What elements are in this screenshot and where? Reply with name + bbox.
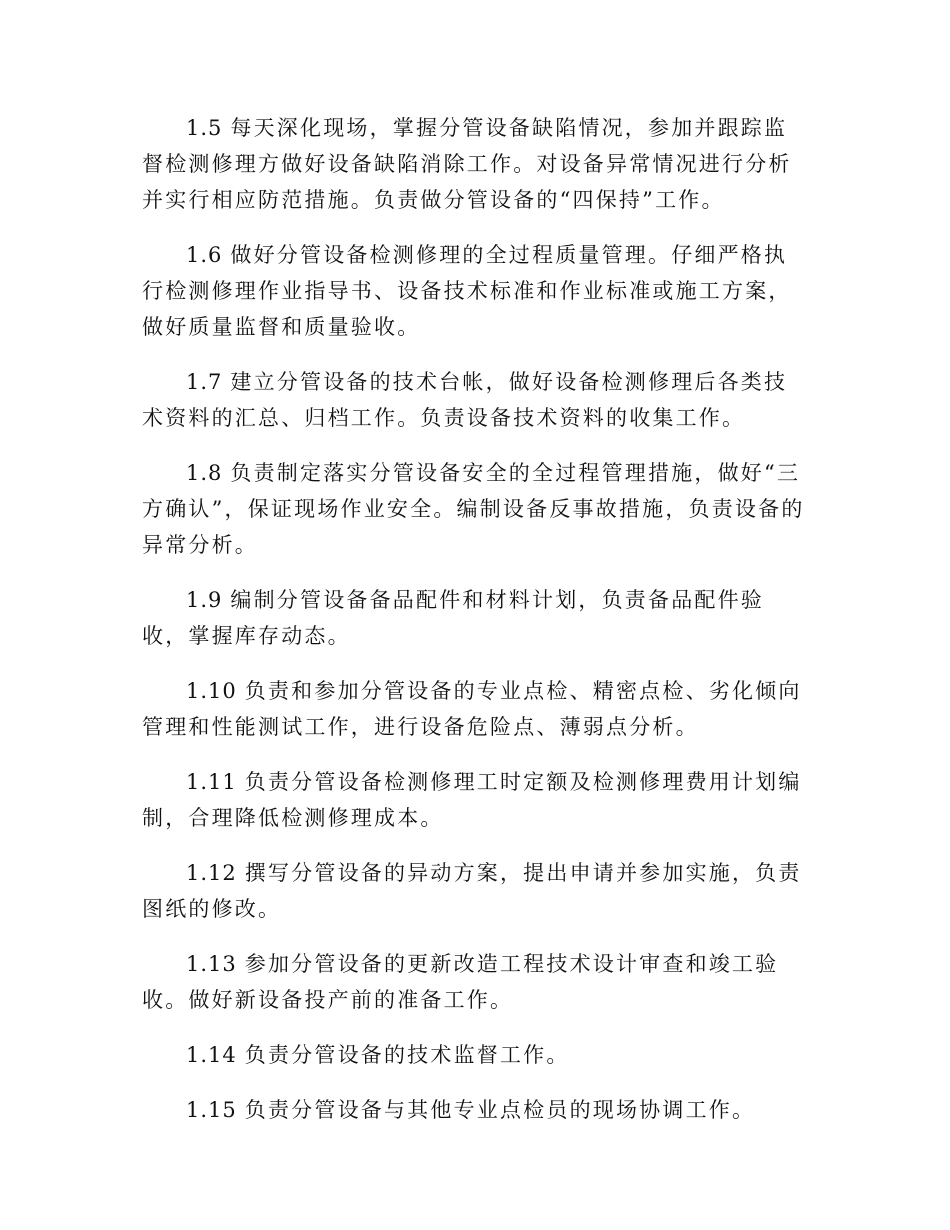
paragraph-text: 负责和参加分管设备的专业点检、精密点检、劣化倾向管理和性能测试工作，进行设备危险点、薄弱点分析。 (142, 679, 802, 739)
paragraph-number: 1.12 (186, 861, 237, 885)
paragraph-number: 1.9 (186, 588, 223, 612)
paragraph-1-13 (142, 946, 810, 1018)
paragraph-number: 1.8 (186, 461, 223, 485)
paragraph-text: 做好分管设备检测修理的全过程质量管理。仔细严格执行检测修理作业指导书、设备技术标准和作业标准或施工方案，做好质量监督和质量验收。 (142, 243, 792, 339)
paragraph-1-15 (142, 1092, 810, 1128)
paragraph-text: 编制分管设备备品配件和材料计划，负责备品配件验收，掌握库存动态。 (142, 588, 765, 648)
paragraph-number: 1.15 (186, 1098, 237, 1122)
paragraph-text: 撰写分管设备的异动方案，提出申请并参加实施，负责图纸的修改。 (142, 861, 802, 921)
paragraph-number: 1.13 (186, 952, 237, 976)
paragraph-text: 负责制定落实分管设备安全的全过程管理措施，做好“三方确认”，保证现场作业安全。编制设备反事故措施，负责设备的异常分析。 (142, 461, 805, 557)
document-body (142, 110, 810, 1147)
paragraph-1-12 (142, 855, 810, 927)
paragraph-number: 1.6 (186, 243, 223, 267)
paragraph-number: 1.7 (186, 370, 223, 394)
paragraph-1-6 (142, 237, 810, 345)
paragraph-1-5 (142, 110, 810, 218)
paragraph-number: 1.11 (186, 770, 237, 794)
paragraph-text: 负责分管设备的技术监督工作。 (244, 1043, 570, 1067)
paragraph-number: 1.14 (186, 1043, 237, 1067)
paragraph-1-7 (142, 364, 810, 436)
paragraph-text: 负责分管设备与其他专业点检员的现场协调工作。 (244, 1098, 756, 1122)
paragraph-text: 参加分管设备的更新改造工程技术设计审查和竣工验收。做好新设备投产前的准备工作。 (142, 952, 779, 1012)
paragraph-1-11 (142, 764, 810, 836)
paragraph-text: 负责分管设备检测修理工时定额及检测修理费用计划编制，合理降低检测修理成本。 (142, 770, 802, 830)
paragraph-number: 1.10 (186, 679, 237, 703)
paragraph-text: 每天深化现场，掌握分管设备缺陷情况，参加并跟踪监督检测修理方做好设备缺陷消除工作。对设备异常情况进行分析并实行相应防范措施。负责做分管设备的“四保持”工作。 (142, 116, 792, 212)
paragraph-1-9 (142, 582, 810, 654)
paragraph-1-14 (142, 1037, 810, 1073)
paragraph-text: 建立分管设备的技术台帐，做好设备检测修理后各类技术资料的汇总、归档工作。负责设备技术资料的收集工作。 (142, 370, 788, 430)
paragraph-number: 1.5 (186, 116, 223, 140)
paragraph-1-8 (142, 455, 810, 563)
paragraph-1-10 (142, 673, 810, 745)
